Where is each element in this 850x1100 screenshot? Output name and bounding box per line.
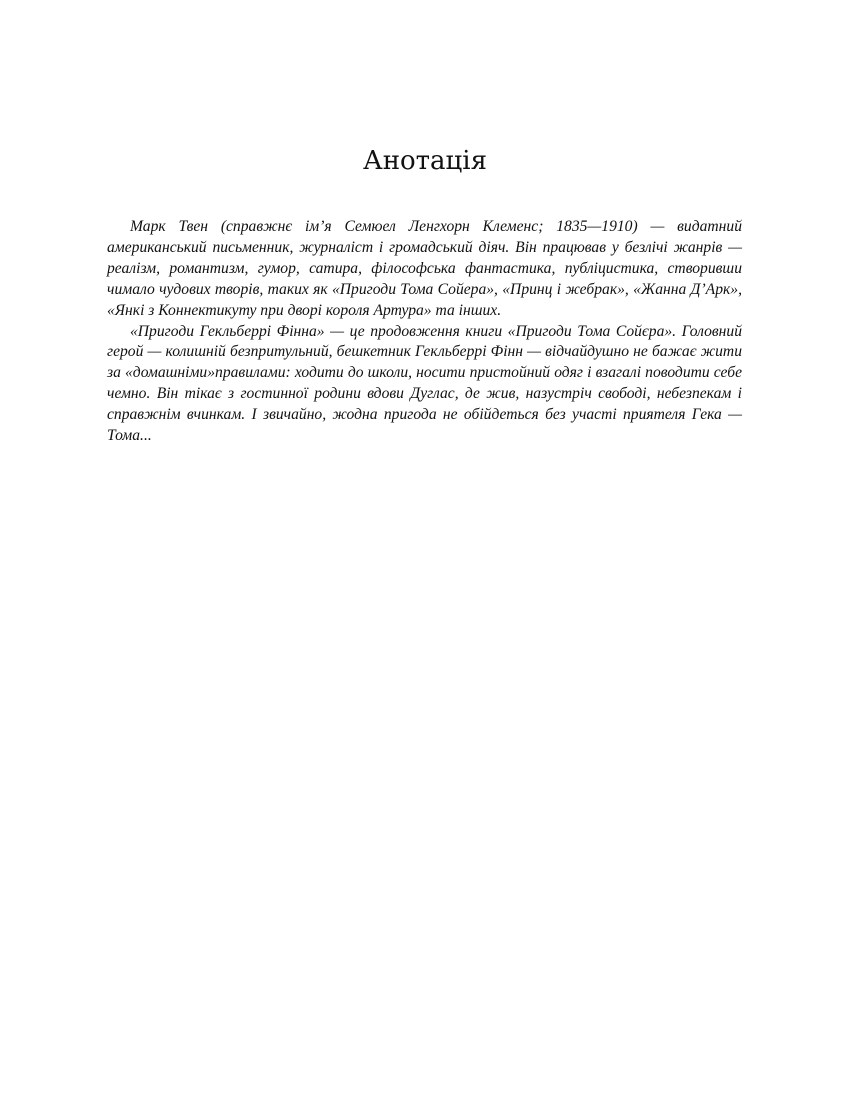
paragraph-book-summary: «Пригоди Гекльберрі Фінна» — це продовження книги «Пригоди Тома Сойєра». Головний герой — колишній безпритульний, бешкетник Гекльберрі Фінн — відчайдушно не бажає жити за «домашніми»правилами: ходити до школи, носити пристойний одяг і взагалі поводити себе чемно. Він тікає з гостинної родини вдови Дуглас, де жив, назустріч свободі, небезпекам і справжнім вчинкам. І звичайно, жодна пригода не обійдеться без участі приятеля Гека — Тома... — [107, 322, 742, 445]
paragraph-author-bio: Марк Твен (справжнє ім’я Семюел Ленгхорн Клеменс; 1835—1910) — видатний американський письменник, журналіст і громадський діяч. Він працював у безлічі жанрів — реалізм, романтизм, гумор, сатира, філософська фантастика, публіцистика, створивши чимало чудових творів, таких як «Пригоди Тома Сойера», «Принц і жебрак», «Жанна Д’Арк», «Янкі з Коннектикуту при дворі короля Артура» та інших. — [107, 218, 742, 319]
annotation-text — [107, 217, 742, 447]
page-title: Анотація — [363, 146, 487, 176]
